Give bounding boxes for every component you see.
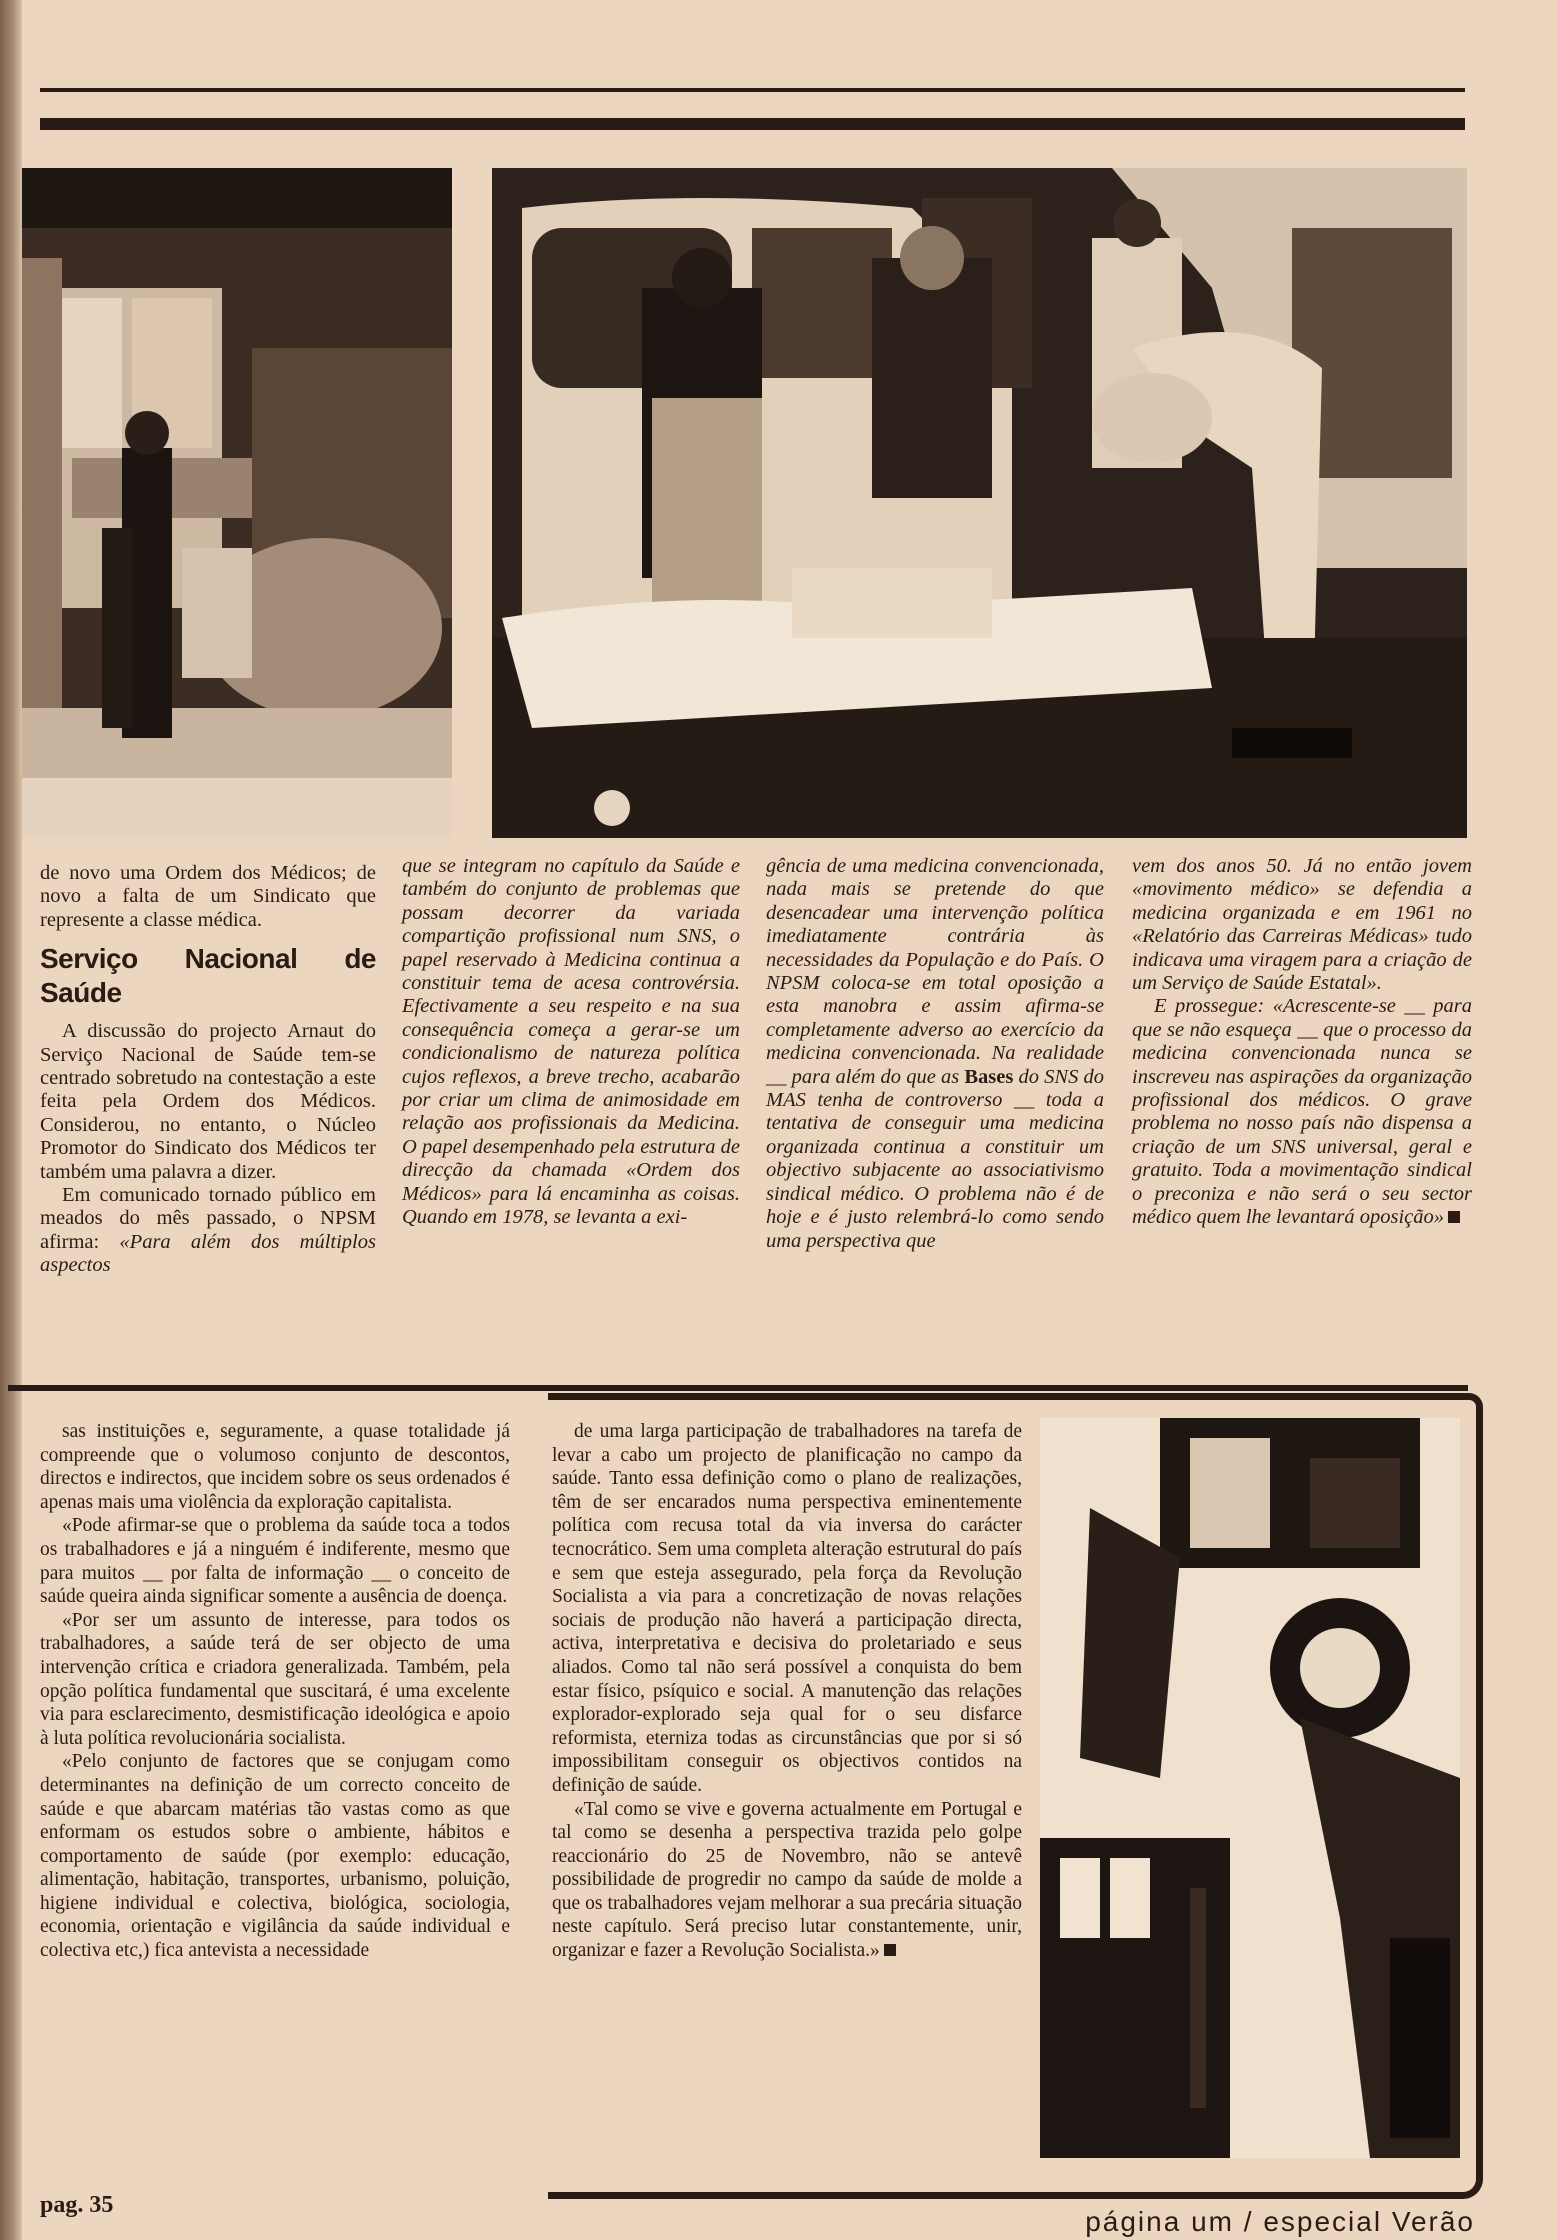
top-rule-thin <box>40 88 1465 92</box>
column-3-bold-bases: Bases <box>964 1065 1014 1088</box>
end-of-article-square <box>1448 1211 1460 1223</box>
article-column-5 <box>40 1420 510 1963</box>
article-column-4 <box>1132 855 1472 1230</box>
column-1-paragraph-2 <box>40 1184 376 1278</box>
column-4-paragraph-2-text: E prossegue: «Acrescente-se __ para que se não esqueça __ que o processo da medicina convencionada nunca se inscreveu nas aspirações da organização profissional dos médicos. O grave problema no nosso país não dispensa a criação de um SNS universal, geral e gratuito. Toda a movimentação sindical o preconiza e não será o seu sector médico quem lhe levantará oposição» <box>1132 995 1472 1229</box>
column-6-paragraph-1: de uma larga participação de trabalhadores na tarefa de levar a cabo um projecto de planificação no campo da saúde. Tanto essa definição como o plano de realizações, têm de ser encarados numa perspectiva eminentemente política com recusa total da via inversa do carácter tecnocrático. Sem uma completa alteração estrutural do país e sem que esteja assegurado, pela força da Revolução Socialista a via para a concretização de novas relações sociais de produção não haverá a participação directa, activa, interpretativa e decisiva do proletariado e seus aliados. Como tal não será possível a conquista do bem estar físico, psíquico e social. A manutenção das relações explorador-explorado seja qual for o seu disfarce reformista, eterniza todas as circunstâncias que por si só impossibilitam conseguir os objectivos contidos na definição de saúde. <box>552 1421 1022 1796</box>
article-column-3 <box>766 855 1104 1253</box>
page-number: pag. 35 <box>40 2192 114 2218</box>
column-5-paragraph-3: «Por ser um assunto de interesse, para todos os trabalhadores, a saúde terá de ser objecto de uma intervenção crítica e criadora generalizada. Também, pela opção política fundamental que suscitará, é uma excelente via para esclarecimento, desmistificação ideológica e apoio à luta política revolucionária socialista. <box>40 1609 510 1749</box>
column-4-paragraph-1: vem dos anos 50. Já no então jovem «movimento médico» se defendia a medicina organizada e em 1961 no «Relatório das Carreiras Médicas» tudo indicava uma viragem para a criação de um Serviço de Saúde Estatal». <box>1132 855 1472 995</box>
photo-ambulance-stretcher <box>492 168 1467 838</box>
graphic-high-contrast-figure <box>1040 1418 1460 2158</box>
column-5-paragraph-4: «Pelo conjunto de factores que se conjugam como determinantes na definição de um correcto conceito de saúde e que abarcam matérias tão vastas como as que enformam os estudos sobre o ambiente, hábitos e comportamento de saúde (por exemplo: educação, alimentação, habitação, transportes, urbanismo, poluição, higiene individual e colectiva, biológica, sociologia, economia, orientação e vigilância da saúde individual e colectiva etc,) fica antevista a necessidade <box>40 1751 510 1962</box>
article-column-2 <box>402 855 740 1230</box>
top-rule-thick <box>40 118 1465 130</box>
column-1-paragraph-1: A discussão do projecto Arnaut do Serviço Nacional de Saúde tem-se centrado sobretudo na contestação a este feita pela Ordem dos Médicos. Considerou, no entanto, o Núcleo Promotor do Sindicato dos Médicos ter também uma palavra a dizer. <box>40 1020 376 1183</box>
lower-section-rule <box>8 1385 1468 1391</box>
column-2-text: que se integram no capítulo da Saúde e também do conjunto de problemas que possam decorrer da variada compartição profissional num SNS, o papel reservado à Medicina continua a constituir tema de acesa controvérsia. Efectivamente a seu respeito e na sua consequência começa a gerar-se um condicionalismo de natureza política cujos reflexos, a breve trecho, acabarão por criar um clima de animosidade em relação aos profissionais da Medicina. O papel desempenhado pela estrutura de direcção da chamada «Ordem dos Médicos» para lá encaminha as coisas. Quando em 1978, se levanta a exi- <box>402 855 740 1229</box>
column-1-intro: de novo uma Ordem dos Médicos; de novo a falta de um Sindicato que represente a classe médica. <box>40 862 376 931</box>
paragraph-2-quote: «Para além dos múltiplos aspectos <box>40 1230 376 1277</box>
column-3-text-a: gência de uma medicina convencionada, nada mais se pretende do que desencadear uma intervenção política imediatamente contrária às necessidades da População e do País. O NPSM coloca-se em total oposição a esta manobra e assim afirma-se completamente adverso ao exercício da medicina convencionada. Na realidade __ para além do que as <box>766 855 1104 1088</box>
column-4-paragraph-2 <box>1132 995 1472 1229</box>
article-column-1 <box>40 862 376 1278</box>
publication-footer: página um / especial Verão <box>1085 2206 1475 2237</box>
page-binding-edge <box>0 0 22 2240</box>
column-3-text <box>766 855 1104 1253</box>
photo-street-doorway <box>22 168 452 838</box>
end-of-article-square <box>884 1944 896 1956</box>
article-column-6 <box>552 1420 1022 1963</box>
column-5-paragraph-1: sas instituições e, seguramente, a quase totalidade já compreende que o volumoso conjunto de descontos, directos e indirectos, que incidem sobre os seus ordenados é apenas mais uma violência da exploração capitalista. <box>40 1421 510 1513</box>
column-6-paragraph-2-text: «Tal como se vive e governa actualmente em Portugal e tal como se desenha a perspectiva trazida pelo golpe reaccionário do 25 de Novembro, não se antevê possibilidade de progredir no campo da saúde de molde a que os trabalhadores vejam melhorar a sua precária situação neste capítulo. Será preciso lutar constantemente, unir, organizar e fazer a Revolução Socialista.» <box>552 1798 1022 1962</box>
column-3-text-b: do SNS do MAS tenha de controverso __ toda a tentativa de conseguir uma medicina organizada continua a constituir um objectivo subjacente ao associativismo sindical médico. O problema não é de hoje e é justo relembrá-lo como sendo uma perspectiva que <box>766 1065 1104 1252</box>
paragraph-2-start: Em comunicado tornado público em meados do mês passado, o NPSM afirma: <box>40 1184 376 1253</box>
column-5-paragraph-2: «Pode afirmar-se que o problema da saúde toca a todos os trabalhadores e já a ninguém é indiferente, mesmo que para muitos __ por falta de informação __ o conceito de saúde queira ainda significar somente a ausência de doença. <box>40 1515 510 1608</box>
section-heading: Serviço Nacional de Saúde <box>40 943 376 1009</box>
column-6-paragraph-2 <box>552 1798 1022 1963</box>
